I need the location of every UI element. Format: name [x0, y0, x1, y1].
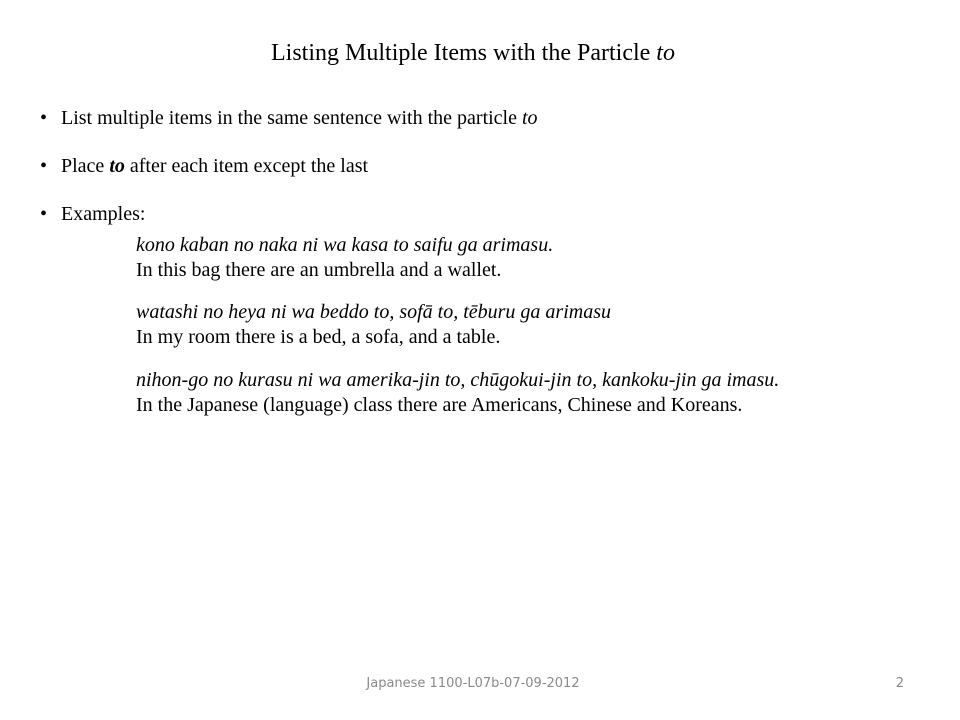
bullet-text-before: Place	[61, 155, 110, 177]
bullet-item-examples	[40, 199, 940, 229]
slide-title-text: Listing Multiple Items with the Particle	[271, 40, 657, 66]
example-english: In my room there is a bed, a sofa, and a table.	[136, 326, 501, 348]
bullet-item-place-to	[40, 151, 940, 181]
example-english: In the Japanese (language) class there are Americans, Chinese and Koreans.	[136, 394, 743, 416]
slide-title	[0, 38, 946, 68]
example-3	[136, 368, 779, 418]
bullet-text-after: after each item except the last	[124, 155, 369, 177]
bullet-marker: •	[40, 155, 48, 177]
bullet-text: List multiple items in the same sentence with the particle	[61, 107, 522, 129]
bullet-marker: •	[40, 203, 48, 225]
bullet-list	[40, 103, 940, 247]
bullet-particle: to	[522, 107, 538, 129]
example-english: In this bag there are an umbrella and a wallet.	[136, 259, 502, 281]
slide-title-particle: to	[656, 40, 675, 66]
page-number: 2	[895, 676, 904, 691]
example-1	[136, 233, 553, 283]
bullet-particle: to	[109, 155, 125, 177]
bullet-text: Examples:	[61, 203, 146, 225]
slide-footer: Japanese 1100-L07b-07-09-2012	[366, 676, 580, 691]
example-japanese: nihon-go no kurasu ni wa amerika-jin to, chūgokui-jin to, kankoku-jin ga imasu.	[136, 369, 780, 391]
bullet-item-list-items	[40, 103, 940, 133]
bullet-marker: •	[40, 107, 48, 129]
example-japanese: kono kaban no naka ni wa kasa to saifu ga arimasu.	[136, 234, 554, 256]
example-japanese: watashi no heya ni wa beddo to, sofā to, tēburu ga arimasu	[136, 301, 611, 323]
example-2	[136, 300, 611, 350]
